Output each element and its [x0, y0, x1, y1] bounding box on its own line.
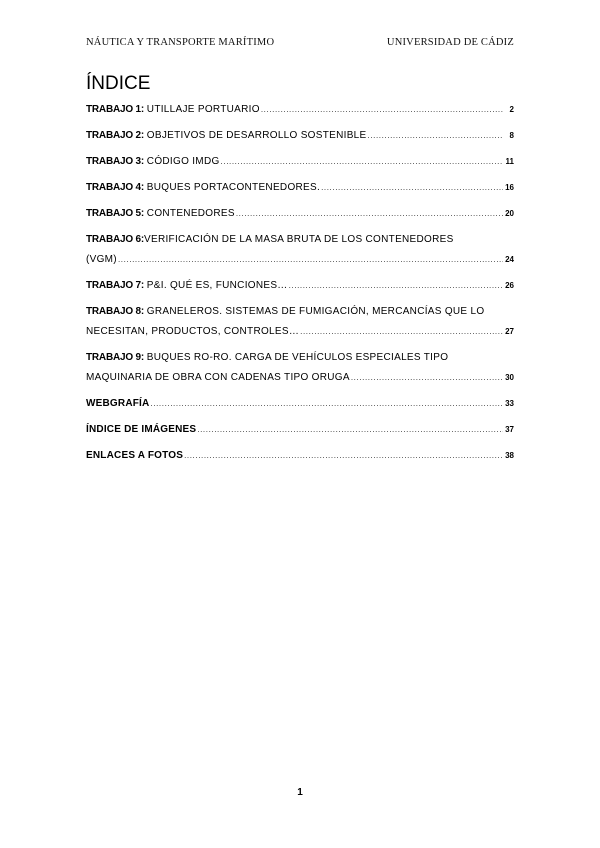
toc-entry-text-line2: MAQUINARIA DE OBRA CON CADENAS TIPO ORUGA — [86, 372, 350, 383]
toc-entry-page: 37 — [505, 425, 514, 434]
toc-leader-dots — [221, 152, 503, 172]
toc-entry-text: CONTENEDORES — [146, 208, 235, 219]
toc-entry-lead: TRABAJO 4: — [86, 182, 145, 193]
toc-leader-dots — [351, 368, 503, 388]
toc-entry-page: 24 — [505, 255, 514, 264]
toc-leader-dots — [321, 178, 503, 198]
toc-entry-trabajo-4[interactable] — [86, 178, 514, 198]
toc-leader-dots — [289, 276, 503, 296]
toc-entry-indice-de-imagenes[interactable] — [86, 420, 514, 440]
toc-entry-lead: TRABAJO 5: — [86, 208, 145, 219]
toc-leader-dots — [261, 100, 503, 120]
toc-entry-text-line1: BUQUES RO-RO. CARGA DE VEHÍCULOS ESPECIALES TIPO — [146, 352, 449, 363]
toc-entry-text: CÓDIGO IMDG — [146, 156, 220, 167]
toc-entry-lead: WEBGRAFÍA — [86, 398, 150, 409]
toc-entry-trabajo-8[interactable] — [86, 302, 514, 342]
toc-leader-dots — [236, 204, 503, 224]
toc-entry-enlaces-a-fotos[interactable] — [86, 446, 514, 466]
toc-entry-page: 27 — [505, 327, 514, 336]
toc-leader-dots — [300, 322, 503, 342]
toc-entry-lead: ÍNDICE DE IMÁGENES — [86, 424, 197, 435]
toc-entry-page: 20 — [505, 209, 514, 218]
header-right-text: UNIVERSIDAD DE CÁDIZ — [386, 37, 514, 48]
page-header — [86, 37, 514, 48]
toc-entry-text-line1: GRANELEROS. SISTEMAS DE FUMIGACIÓN, MERCANCÍAS QUE LO — [146, 306, 485, 317]
toc-leader-dots — [197, 420, 503, 440]
toc-entry-text: BUQUES PORTACONTENEDORES. — [146, 182, 321, 193]
toc-title: ÍNDICE — [86, 73, 151, 94]
toc-entry-text-line1: VERIFICACIÓN DE LA MASA BRUTA DE LOS CONTENEDORES — [144, 234, 454, 245]
header-left-text: NÁUTICA Y TRANSPORTE MARÍTIMO — [86, 37, 275, 48]
toc-entry-lead: TRABAJO 9: — [86, 352, 145, 363]
toc-entry-page: 33 — [505, 399, 514, 408]
toc-entry-trabajo-7[interactable] — [86, 276, 514, 296]
toc-entry-trabajo-1[interactable] — [86, 100, 514, 120]
toc-leader-dots — [150, 394, 503, 414]
toc-entry-trabajo-9[interactable] — [86, 348, 514, 388]
toc-entry-text: OBJETIVOS DE DESARROLLO SOSTENIBLE — [146, 130, 367, 141]
toc-entry-lead: TRABAJO 3: — [86, 156, 145, 167]
toc-entry-webgrafia[interactable] — [86, 394, 514, 414]
toc-entry-page: 16 — [505, 183, 514, 192]
toc-entry-lead: ENLACES A FOTOS — [86, 450, 184, 461]
toc-entry-page: 30 — [505, 373, 514, 382]
toc-entry-text-line2: NECESITAN, PRODUCTOS, CONTROLES… — [86, 326, 300, 337]
toc-leader-dots — [184, 446, 503, 466]
page-number: 1 — [297, 787, 303, 798]
toc-entry-lead: TRABAJO 7: — [86, 280, 145, 291]
toc-entry-text: P&I. QUÉ ES, FUNCIONES… — [146, 280, 288, 291]
toc-entry-lead: TRABAJO 1: — [86, 104, 145, 115]
toc-entry-text-line2: (VGM) — [86, 254, 117, 265]
toc-entry-text: UTILLAJE PORTUARIO — [146, 104, 260, 115]
table-of-contents — [86, 100, 514, 472]
toc-entry-trabajo-5[interactable] — [86, 204, 514, 224]
toc-entry-trabajo-3[interactable] — [86, 152, 514, 172]
toc-entry-trabajo-6[interactable] — [86, 230, 514, 270]
toc-entry-lead: TRABAJO 8: — [86, 306, 145, 317]
toc-entry-page: 38 — [505, 451, 514, 460]
toc-entry-lead: TRABAJO 2: — [86, 130, 145, 141]
toc-entry-page: 8 — [509, 131, 514, 140]
toc-entry-lead: TRABAJO 6: — [86, 234, 145, 245]
toc-entry-page: 26 — [505, 281, 514, 290]
toc-leader-dots — [118, 250, 503, 270]
toc-entry-trabajo-2[interactable] — [86, 126, 514, 146]
toc-leader-dots — [368, 126, 504, 146]
toc-entry-page: 11 — [505, 157, 514, 166]
toc-entry-page: 2 — [509, 105, 514, 114]
